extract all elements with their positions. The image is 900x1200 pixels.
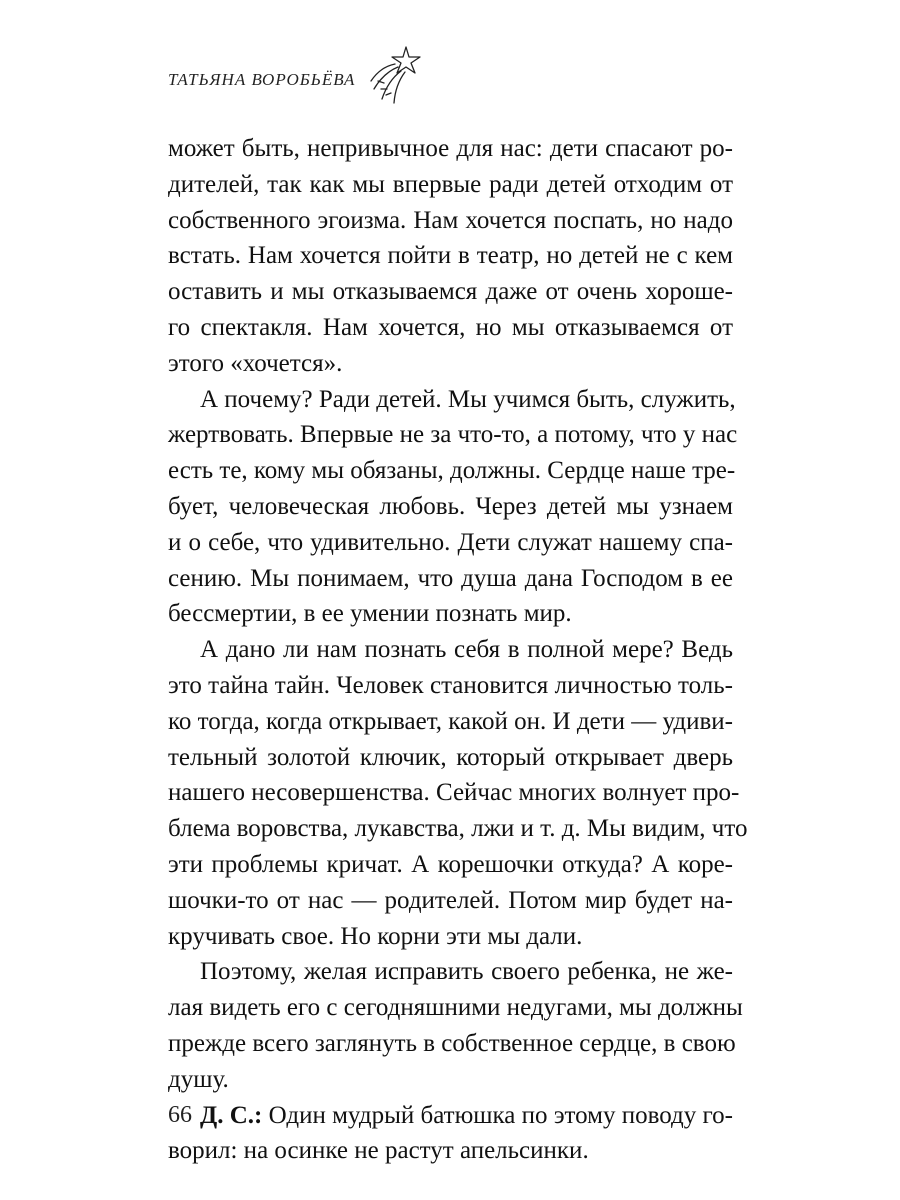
text-line: А почему? Ради детей. Мы учимся быть, служить,	[200, 385, 736, 413]
text-line: кручивать свое. Но корни эти мы дали.	[168, 922, 583, 950]
text-line: блема воровства, лукавства, лжи и т. д. Мы видим, что	[168, 815, 748, 843]
body-text	[168, 131, 748, 1169]
text-line: оставить и мы отказываемся даже от очень хороше-	[168, 278, 733, 306]
text-line: дителей, так как мы впервые ради детей отходим от	[168, 170, 733, 198]
text-line: го спектакля. Нам хочется, но мы отказываемся от	[168, 313, 733, 341]
text-line: тельный золотой ключик, который открывает дверь	[168, 743, 733, 771]
text-line: нашего несовершенства. Сейчас многих волнует про-	[168, 779, 740, 807]
text-line: ко тогда, когда открывает, какой он. И дети — удиви-	[168, 707, 733, 735]
speaker-label: Д. С.:	[200, 1101, 263, 1129]
text-line: бует, человеческая любовь. Через детей мы узнаем	[168, 492, 733, 520]
text-line: встать. Нам хочется пойти в театр, но детей не с кем	[168, 242, 733, 270]
running-head-author: ТАТЬЯНА ВОРОБЬЁВА	[168, 70, 356, 89]
text-line: душу.	[168, 1065, 229, 1093]
text-line: жертвовать. Впервые не за что-то, а потому, что у нас	[168, 421, 738, 449]
text-line: А дано ли нам познать себя в полной мере? Ведь	[200, 636, 733, 664]
text-line: есть те, кому мы обязаны, должны. Сердце наше тре-	[168, 457, 736, 485]
text-line: Поэтому, желая исправить своего ребенка, не же-	[200, 958, 733, 986]
text-line: эти проблемы кричат. А корешочки откуда? А коре-	[168, 850, 733, 878]
text-line: сению. Мы понимаем, что душа дана Господом в ее	[168, 564, 733, 592]
text-line: бессмертии, в ее умении познать мир.	[168, 600, 572, 628]
text-line: ворил: на осинке не растут апельсинки.	[168, 1137, 589, 1165]
shooting-star-icon	[368, 45, 428, 107]
text-line: шочки-то от нас — родителей. Потом мир будет на-	[168, 886, 733, 914]
dialogue-text: Один мудрый батюшка по этому поводу го-	[262, 1101, 733, 1129]
text-line: и о себе, что удивительно. Дети служат нашему спа-	[168, 528, 733, 556]
text-line: это тайна тайн. Человек становится личностью толь-	[168, 671, 733, 699]
page-number: 66	[168, 1102, 192, 1128]
text-line: может быть, непривычное для нас: дети спасают ро-	[168, 135, 733, 162]
text-line: лая видеть его с сегодняшними недугами, мы должны	[168, 994, 743, 1022]
text-line: прежде всего заглянуть в собственное сердце, в свою	[168, 1029, 736, 1057]
text-line: этого «хочется».	[168, 349, 343, 377]
dialogue-line	[168, 1098, 733, 1134]
text-line: собственного эгоизма. Нам хочется поспать, но надо	[168, 206, 733, 234]
